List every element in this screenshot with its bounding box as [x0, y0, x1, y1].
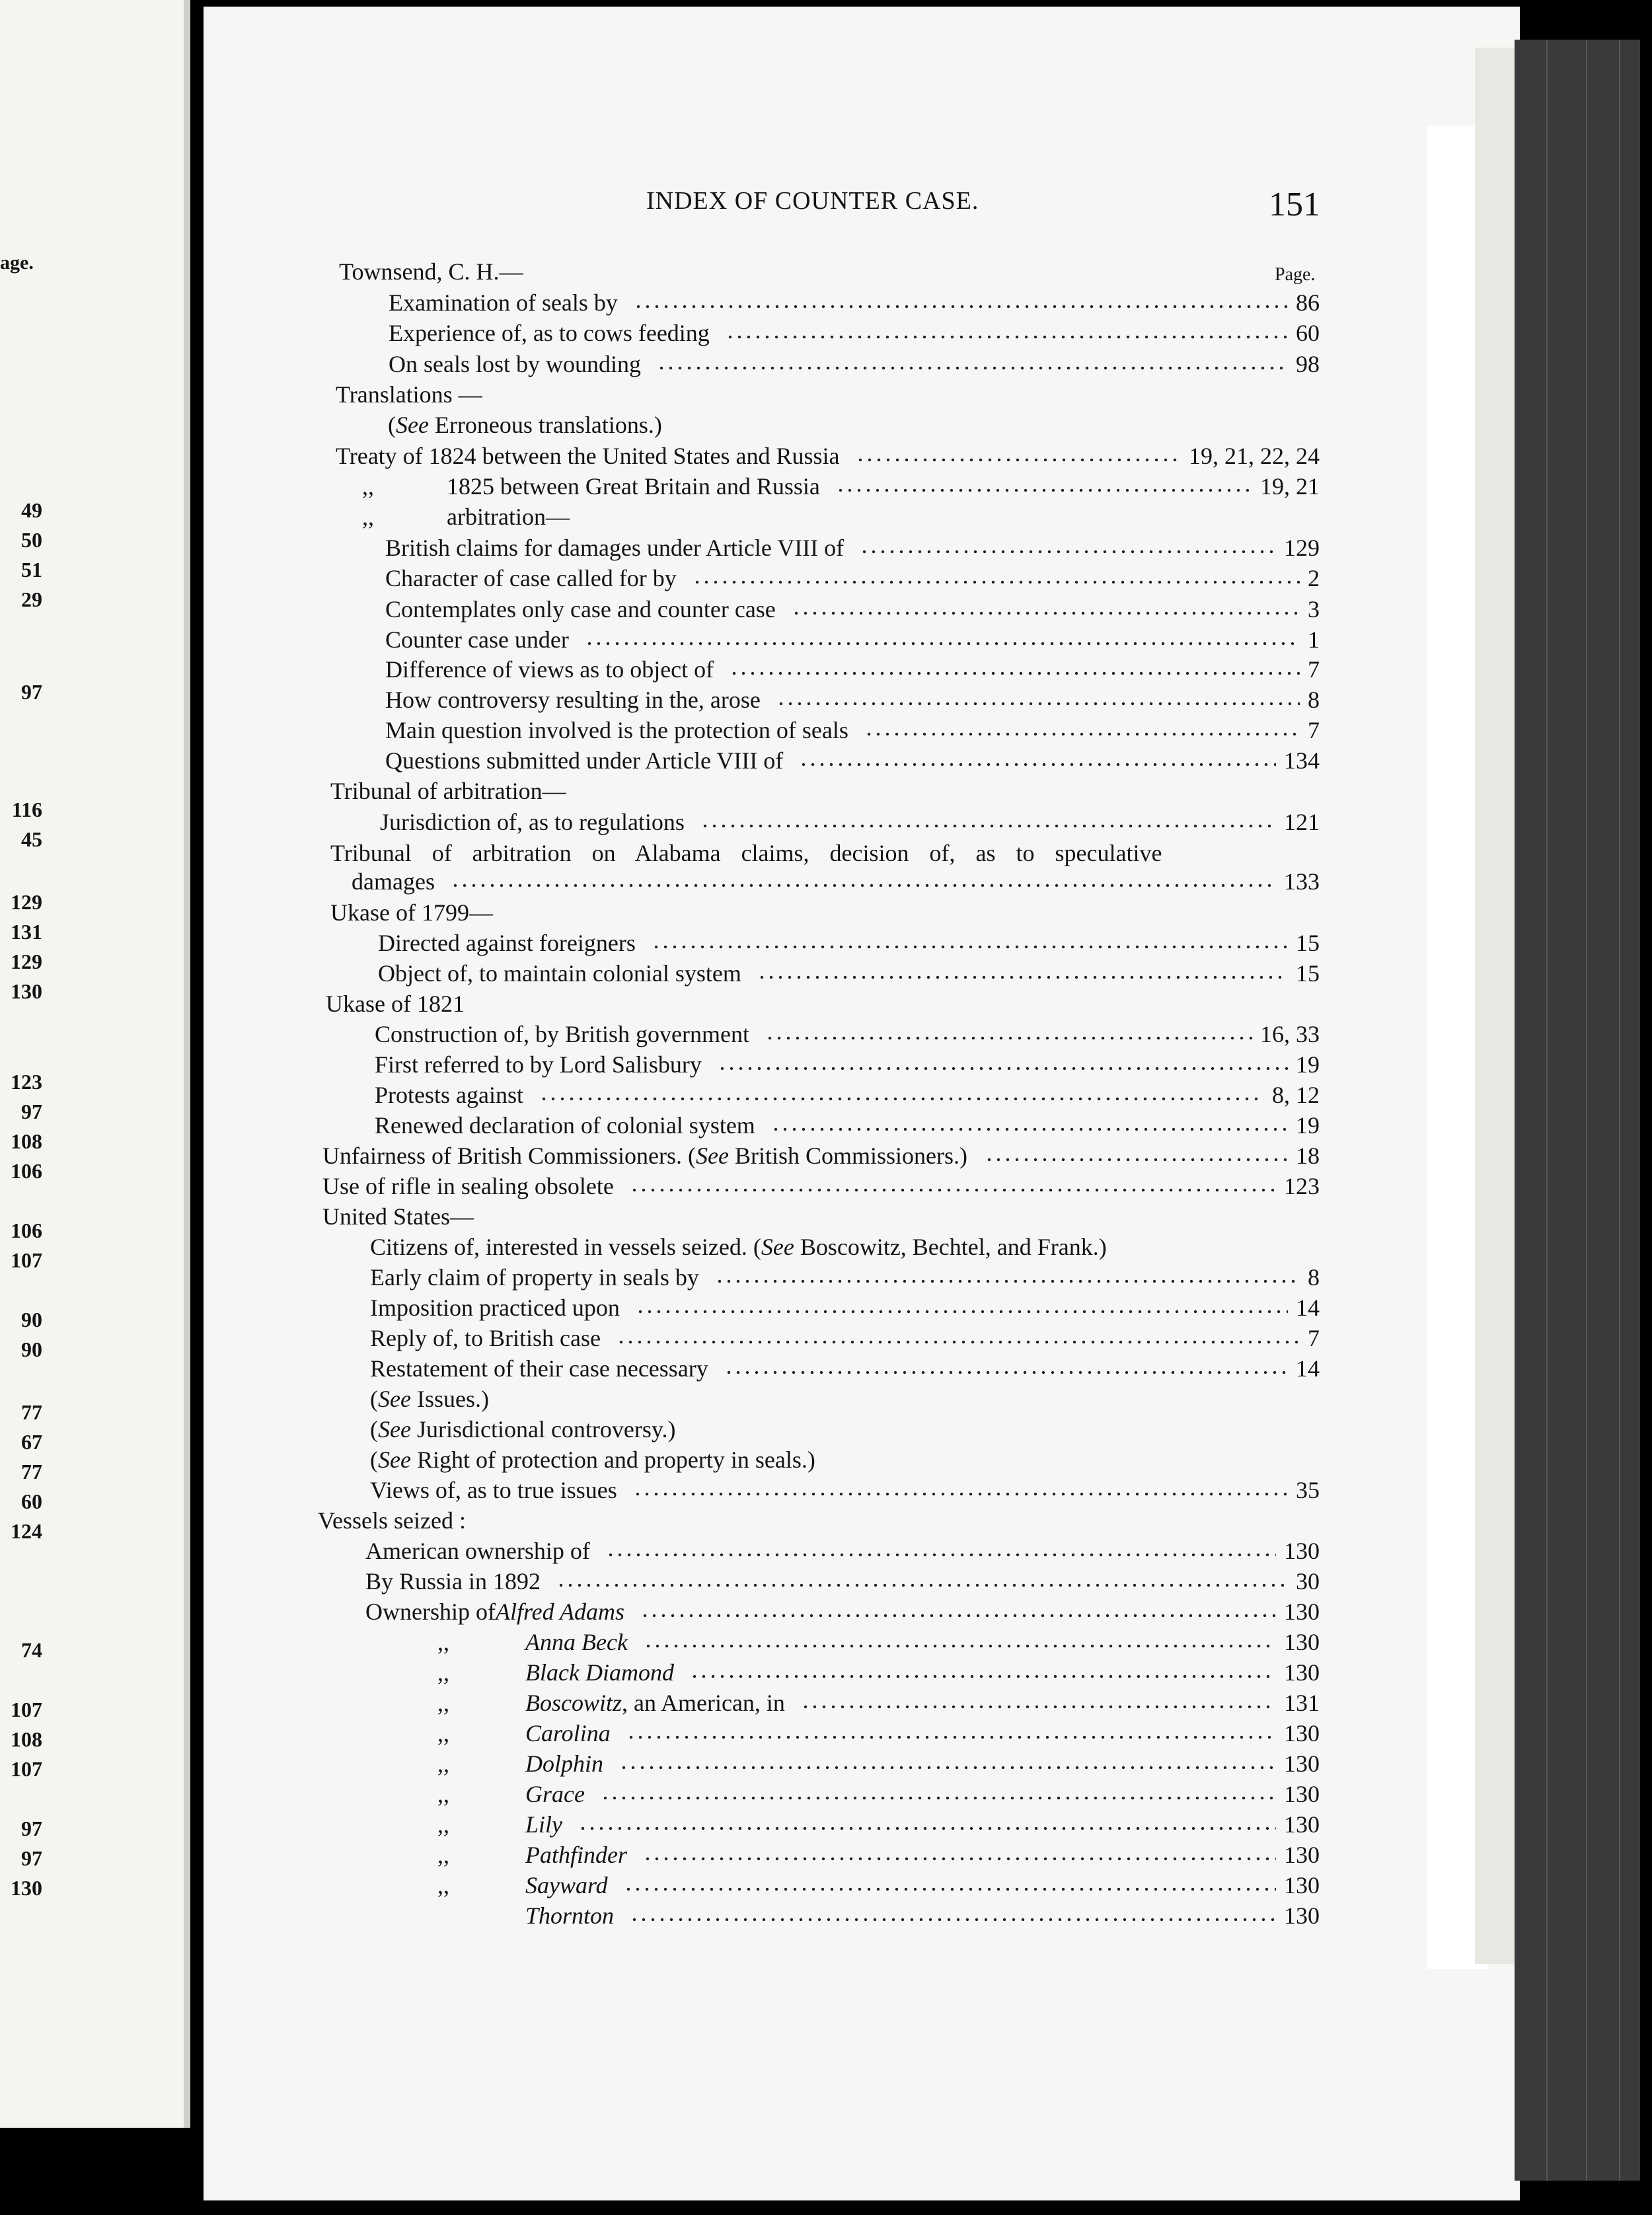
dot-leader [985, 1156, 1288, 1163]
entry-text: Difference of views as to object of [385, 656, 714, 683]
entry-page-number: 130 [1284, 1902, 1320, 1929]
left-page-number: 51 [21, 558, 42, 582]
entry-text: Early claim of property in seals by [370, 1264, 699, 1291]
entry-text: (See Issues.) [370, 1386, 489, 1412]
dot-leader [864, 731, 1300, 737]
index-entry [0, 318, 1320, 348]
index-entry [0, 624, 1320, 655]
vessel-name: Sayward [525, 1872, 608, 1898]
left-page-number: 107 [11, 1248, 42, 1272]
index-entry [0, 897, 1320, 928]
entry-text: Questions submitted under Article VIII of [385, 747, 784, 774]
dot-leader [640, 1612, 1276, 1619]
index-entry [0, 1201, 1320, 1232]
entry-page-number: 98 [1296, 351, 1320, 377]
dot-leader [619, 1764, 1276, 1771]
entry-text: How controversy resulting in the, arose [385, 687, 761, 713]
entry-text: Citizens of, interested in vessels seized. (See Boscowitz, Bechtel, and Frank.) [370, 1234, 1107, 1260]
entry-text: , an American, in [622, 1690, 785, 1716]
entry-page-number: 123 [1284, 1173, 1320, 1199]
ditto-mark: ,, [437, 1690, 449, 1716]
index-entry [0, 594, 1320, 624]
index-entry [0, 1049, 1320, 1080]
dot-leader [726, 334, 1288, 340]
entry-text: By Russia in 1892 [365, 1568, 541, 1595]
entry-text: Object of, to maintain colonial system [378, 960, 741, 987]
dot-leader [776, 700, 1300, 707]
entry-page-number: 130 [1284, 1629, 1320, 1655]
left-page-number: 107 [11, 1698, 42, 1721]
entry-page-number: 7 [1308, 717, 1320, 743]
dot-leader [757, 974, 1288, 981]
dot-leader [718, 1065, 1288, 1072]
dot-leader [799, 761, 1276, 768]
dot-leader [617, 1339, 1300, 1345]
dot-leader [601, 1795, 1276, 1801]
index-entry [0, 1718, 1320, 1751]
entry-text: Treaty of 1824 between the United States and Russia [336, 443, 840, 469]
entry-text: Vessels seized : [318, 1507, 466, 1534]
entry-text: Ukase of 1821 [326, 991, 465, 1017]
dot-leader [700, 823, 1276, 829]
vessel-name: Carolina [525, 1720, 611, 1746]
entry-text: Jurisdiction of, as to regulations [380, 809, 685, 835]
dot-leader [690, 1673, 1276, 1680]
index-entry [0, 1141, 1320, 1171]
index-entry [0, 410, 1320, 440]
entry-page-number: 35 [1296, 1477, 1320, 1503]
entry-page-number: 130 [1284, 1811, 1320, 1838]
index-entry [0, 533, 1320, 563]
dot-leader [792, 610, 1300, 617]
entry-page-number: 3 [1308, 596, 1320, 622]
dot-leader [771, 1126, 1288, 1133]
ditto-mark: ,, [362, 504, 374, 530]
left-page-number: 90 [21, 1337, 42, 1361]
entry-text: Restatement of their case necessary [370, 1355, 708, 1382]
entry-text: (See Jurisdictional controversy.) [370, 1416, 676, 1443]
dot-leader [556, 1582, 1288, 1589]
entry-page-number: 134 [1284, 747, 1320, 774]
index-entry [0, 1657, 1320, 1688]
left-page-number: 77 [21, 1400, 42, 1424]
entry-page-number: 14 [1296, 1355, 1320, 1382]
entry-text: Directed against foreigners [378, 930, 636, 956]
entry-page-number: 130 [1284, 1872, 1320, 1898]
entry-text: Unfairness of British Commissioners. (See British Commissioners.) [322, 1143, 967, 1169]
entry-page-number: 8 [1308, 1264, 1320, 1291]
entry-text: First referred to by Lord Salisbury [375, 1051, 702, 1078]
entry-page-number: 8, 12 [1272, 1082, 1320, 1108]
dot-leader [730, 670, 1300, 677]
index-entry [0, 866, 1320, 897]
index-entry [0, 563, 1320, 593]
dot-leader [765, 1035, 1252, 1041]
dot-leader [860, 548, 1276, 555]
entry-text: Construction of, by British government [375, 1021, 749, 1047]
index-entry [0, 1445, 1320, 1475]
entry-page-number: 129 [1284, 535, 1320, 561]
index-entry [0, 1870, 1320, 1900]
entry-page-number: 86 [1296, 289, 1320, 316]
entry-text: Imposition practiced upon [370, 1295, 620, 1321]
left-page-number: 129 [11, 890, 42, 914]
dot-leader [657, 365, 1288, 371]
book-edge-line [1546, 40, 1548, 2181]
left-page-number: 108 [11, 1129, 42, 1153]
index-entry [0, 776, 1320, 806]
index-entry [0, 1566, 1320, 1596]
entry-page-number: 130 [1284, 1720, 1320, 1746]
dot-leader [636, 1308, 1288, 1315]
left-page-number: 106 [11, 1219, 42, 1242]
index-entry [0, 379, 1320, 410]
ditto-mark: ,, [437, 1750, 449, 1777]
left-page-number: 60 [21, 1489, 42, 1513]
dot-leader [634, 303, 1288, 310]
index-entry [0, 685, 1320, 715]
left-page-number: 124 [11, 1519, 42, 1543]
dot-leader [624, 1886, 1276, 1893]
dot-leader [643, 1856, 1276, 1862]
entry-text: British claims for damages under Article VIII of [385, 535, 845, 561]
left-page-number: 131 [11, 920, 42, 944]
index-entry [0, 441, 1320, 471]
entry-page-number: 131 [1284, 1690, 1320, 1716]
dot-leader [585, 640, 1300, 647]
index-entry [0, 349, 1320, 379]
index-entry [0, 1171, 1320, 1201]
index-entry [0, 1688, 1320, 1718]
vessel-name: Lily [525, 1811, 563, 1838]
entry-page-number: 15 [1296, 960, 1320, 987]
index-entry [0, 1536, 1320, 1566]
index-entry [0, 256, 1320, 287]
index-entry [0, 502, 1320, 532]
index-entry [0, 1080, 1320, 1110]
page-number: 151 [1269, 186, 1320, 223]
dot-leader [644, 1643, 1276, 1649]
vessel-name: Grace [525, 1781, 585, 1807]
left-page-number: 130 [11, 979, 42, 1003]
book-edge [1515, 40, 1640, 2181]
dot-leader [724, 1369, 1288, 1376]
left-page-number: 97 [21, 680, 42, 704]
index-entry [0, 1809, 1320, 1840]
index-entry [0, 1353, 1320, 1384]
entry-page-number: 121 [1284, 809, 1320, 835]
vessel-name: Boscowitz [525, 1690, 622, 1716]
entry-text: Main question involved is the protection of seals [385, 717, 848, 743]
left-page-number: 116 [11, 798, 42, 821]
ditto-mark: ,, [437, 1872, 449, 1898]
entry-page-number: 18 [1296, 1143, 1320, 1169]
entry-text: Contemplates only case and counter case [385, 596, 776, 622]
book-edge-line [1619, 40, 1620, 2181]
index-entry [0, 1293, 1320, 1323]
vessel-name: Anna Beck [525, 1629, 628, 1655]
entry-page-number: 30 [1296, 1568, 1320, 1595]
vessel-name: Black Diamond [525, 1659, 674, 1686]
entry-text: United States— [322, 1203, 474, 1230]
entry-page-number: 130 [1284, 1659, 1320, 1686]
vessel-name: Alfred Adams [495, 1598, 624, 1625]
entry-page-number: 19 [1296, 1112, 1320, 1139]
entry-text: Tribunal of arbitration on Alabama claims, decision of, as to speculative [330, 840, 1162, 866]
index-entry [0, 1232, 1320, 1262]
dot-leader [693, 579, 1300, 585]
left-page-number: 107 [11, 1757, 42, 1781]
index-entry [0, 471, 1320, 502]
entry-page-number: 19 [1296, 1051, 1320, 1078]
index-entry [0, 1748, 1320, 1779]
index-entry [0, 989, 1320, 1019]
entry-text: Tribunal of arbitration— [330, 778, 566, 804]
left-page-number: 50 [21, 528, 42, 552]
dot-leader [626, 1734, 1276, 1741]
page-title: INDEX OF COUNTER CASE. [646, 187, 979, 215]
vessel-name: Thornton [525, 1902, 615, 1929]
entry-text: On seals lost by wounding [389, 351, 641, 377]
index-entry [0, 1475, 1320, 1505]
entry-text: Protests against [375, 1082, 523, 1108]
entry-page-number: 130 [1284, 1781, 1320, 1807]
dot-leader [801, 1704, 1276, 1710]
left-page-number: 45 [21, 827, 42, 851]
dot-leader [633, 1491, 1288, 1497]
index-entry [0, 1384, 1320, 1414]
left-page-number: 97 [21, 1817, 42, 1840]
dot-leader [630, 1916, 1276, 1923]
entry-page-number: 130 [1284, 1598, 1320, 1625]
entry-page-number: 8 [1308, 687, 1320, 713]
index-entry [0, 1262, 1320, 1293]
index-entry [0, 1323, 1320, 1353]
index-entry [0, 1414, 1320, 1445]
index-entry [0, 1505, 1320, 1536]
dot-leader [715, 1278, 1300, 1285]
left-page-number: 90 [21, 1308, 42, 1332]
entry-page-number: 16, 33 [1260, 1021, 1320, 1047]
index-entry [0, 654, 1320, 685]
entry-text: Ukase of 1799— [330, 899, 493, 926]
ditto-mark: ,, [362, 473, 374, 500]
entry-page-number: 19, 21, 22, 24 [1189, 443, 1320, 469]
index-entry [0, 1840, 1320, 1870]
index-entry [0, 928, 1320, 958]
page-column-label: Page. [1275, 264, 1316, 285]
entry-text: Translations — [336, 381, 482, 408]
ditto-mark: ,, [437, 1811, 449, 1838]
index-entry [0, 838, 1320, 868]
left-page-number: 49 [21, 498, 42, 522]
left-page-number: 106 [11, 1159, 42, 1183]
entry-text: Examination of seals by [389, 289, 618, 316]
left-page-number: 67 [21, 1430, 42, 1454]
dot-leader [539, 1096, 1264, 1102]
index-entry [0, 287, 1320, 318]
dot-leader [652, 944, 1288, 950]
entry-page-number: 7 [1308, 1325, 1320, 1351]
index-entry [0, 1019, 1320, 1049]
entry-page-number: 15 [1296, 930, 1320, 956]
entry-text: Views of, as to true issues [370, 1477, 617, 1503]
dot-leader [606, 1552, 1276, 1558]
entry-text: Ownership of [365, 1598, 496, 1625]
left-page-number: 97 [21, 1846, 42, 1870]
entry-text: damages [352, 868, 435, 895]
entry-page-number: 14 [1296, 1295, 1320, 1321]
index-entry [0, 958, 1320, 989]
dot-leader [451, 882, 1276, 889]
entry-text: Reply of, to British case [370, 1325, 601, 1351]
ditto-mark: ,, [437, 1720, 449, 1746]
entry-text: (See Right of protection and property in seals.) [370, 1446, 815, 1473]
ditto-mark: ,, [437, 1659, 449, 1686]
entry-text: (See Erroneous translations.) [388, 412, 662, 438]
index-entry [0, 1627, 1320, 1657]
entry-text: Use of rifle in sealing obsolete [322, 1173, 614, 1199]
left-page-number: 108 [11, 1727, 42, 1751]
entry-text: Character of case called for by [385, 565, 677, 591]
left-page-number: 123 [11, 1070, 42, 1094]
entry-page-number: 130 [1284, 1750, 1320, 1777]
entry-page-number: 60 [1296, 320, 1320, 346]
left-page-number: 129 [11, 950, 42, 973]
dot-leader [836, 487, 1252, 494]
index-entry [0, 715, 1320, 745]
left-page-number: 130 [11, 1876, 42, 1900]
entry-text: 1825 between Great Britain and Russia [447, 473, 820, 500]
dot-leader [630, 1187, 1276, 1193]
left-page-number: 29 [21, 587, 42, 611]
entry-page-number: 7 [1308, 656, 1320, 683]
vessel-name: Dolphin [525, 1750, 604, 1777]
entry-text: American ownership of [365, 1538, 590, 1564]
index-entry [0, 1110, 1320, 1141]
entry-page-number: 130 [1284, 1842, 1320, 1868]
entry-text: arbitration— [447, 504, 570, 530]
entry-page-number: 19, 21 [1260, 473, 1320, 500]
book-edge-line [1586, 40, 1587, 2181]
ditto-mark: ,, [437, 1629, 449, 1655]
entry-text: Renewed declaration of colonial system [375, 1112, 755, 1139]
dot-leader [856, 457, 1181, 463]
index-entry [0, 1596, 1320, 1627]
entry-page-number: 130 [1284, 1538, 1320, 1564]
vessel-name: Pathfinder [525, 1842, 627, 1868]
entry-text: Townsend, C. H.— [339, 258, 523, 285]
index-entry [0, 745, 1320, 776]
index-entry [0, 1779, 1320, 1809]
ditto-mark: ,, [437, 1842, 449, 1868]
ditto-mark: ,, [437, 1781, 449, 1807]
entry-text: Counter case under [385, 626, 569, 653]
left-page-number: 97 [21, 1100, 42, 1123]
index-entry [0, 1900, 1320, 1931]
entry-text: Experience of, as to cows feeding [389, 320, 710, 346]
entry-page-number: 2 [1308, 565, 1320, 591]
entry-page-number: 1 [1308, 626, 1320, 653]
left-page-number: 77 [21, 1460, 42, 1483]
left-page-number: 74 [21, 1638, 42, 1662]
entry-page-number: 133 [1284, 868, 1320, 895]
left-page-label: age. [0, 252, 34, 274]
dot-leader [578, 1825, 1276, 1832]
index-entry [0, 807, 1320, 837]
